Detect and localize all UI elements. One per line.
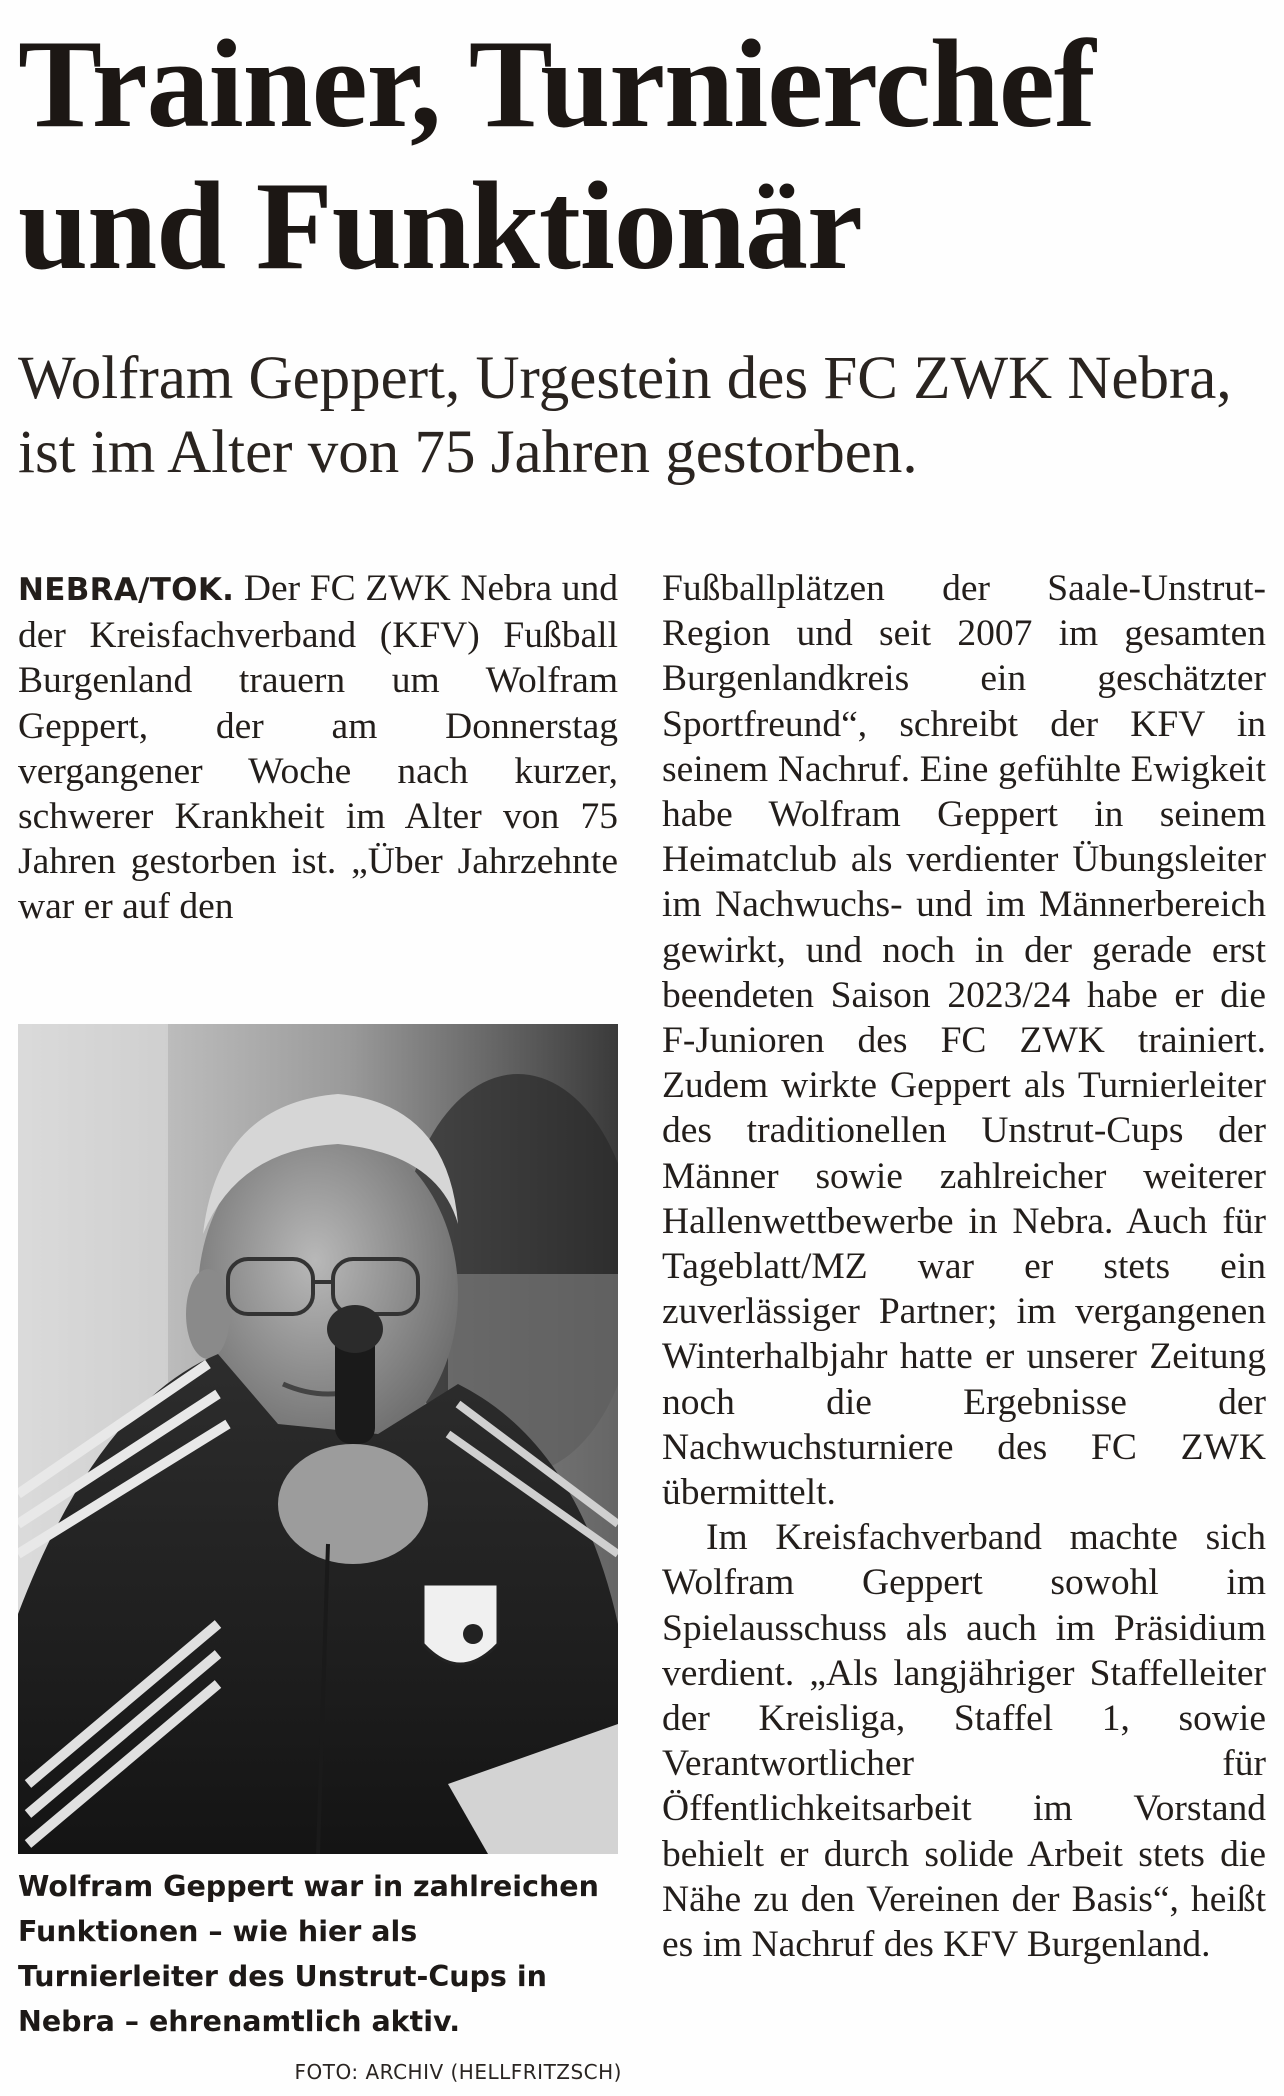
article-text-intro: Der FC ZWK Nebra und der Kreisfachverband (KFV) Fußball Burgenland trauern um Wolfram Geppert, der am Donnerstag vergangener Woche nach kurzer, schwerer Krankheit im Alter von 75 Jahren gestorben ist. „Über Jahrzehnte war er auf den — [18, 568, 618, 928]
portrait-photo-icon — [18, 1024, 618, 1854]
article-paragraph-1-continued: Fußballplätzen der Saale-Unstrut-Region und seit 2007 im gesamten Burgenlandkreis ein geschätzter Sportfreund“, schreibt der KFV in seinem Nachruf. Eine gefühlte Ewigkeit habe Wolfram Geppert in seinem Heimatclub als verdienter Übungsleiter im Nachwuchs- und im Männerbereich gewirkt, und noch in der gerade erst beendeten Saison 2023/24 habe er die F-Junioren des FC ZWK trainiert. Zudem wirkte Geppert als Turnierleiter des traditionellen Unstrut-Cups der Männer sowie zahlreicher weiterer Hallenwettbewerbe in Nebra. Auch für Tageblatt/MZ war er stets ein zuverlässiger Partner; im vergangenen Winterhalbjahr hatte er unserer Zeitung noch die Ergebnisse der Nachwuchsturniere des FC ZWK übermittelt. — [662, 568, 1266, 1514]
article-paragraph-2: Im Kreisfachverband machte sich Wolfram Geppert sowohl im Spielausschuss als auch im Präsidium verdient. „Als langjähriger Staffelleiter der Kreisliga, Staffel 1, sowie Verantwortlicher für Öffentlichkeitsarbeit im Vorstand behielt er durch solide Arbeit stets die Nähe zu den Vereinen der Basis“, heißt es im Nachruf des KFV Burgenland. — [662, 1517, 1266, 1966]
photo-caption-text: Wolfram Geppert war in zahlreichen Funktionen – wie hier als Turnierleiter des Unstrut-Cups in Nebra – ehrenamtlich aktiv. — [18, 1870, 599, 2038]
photo-caption — [18, 1864, 622, 2095]
article-dateline: NEBRA/TOK. — [18, 572, 235, 608]
article-paragraph-intro — [18, 566, 618, 930]
article-column-right — [662, 566, 1266, 1967]
article-subheadline: Wolfram Geppert, Urgestein des FC ZWK Nebra, ist im Alter von 75 Jahren gestorben. — [18, 345, 1232, 486]
article-column-left — [18, 566, 618, 930]
article-headline: Trainer, Turnierchef und Funktionär — [18, 15, 1095, 296]
article-photo — [18, 1024, 618, 1854]
photo-credit: FOTO: ARCHIV (HELLFRITZSCH) — [294, 2060, 622, 2084]
